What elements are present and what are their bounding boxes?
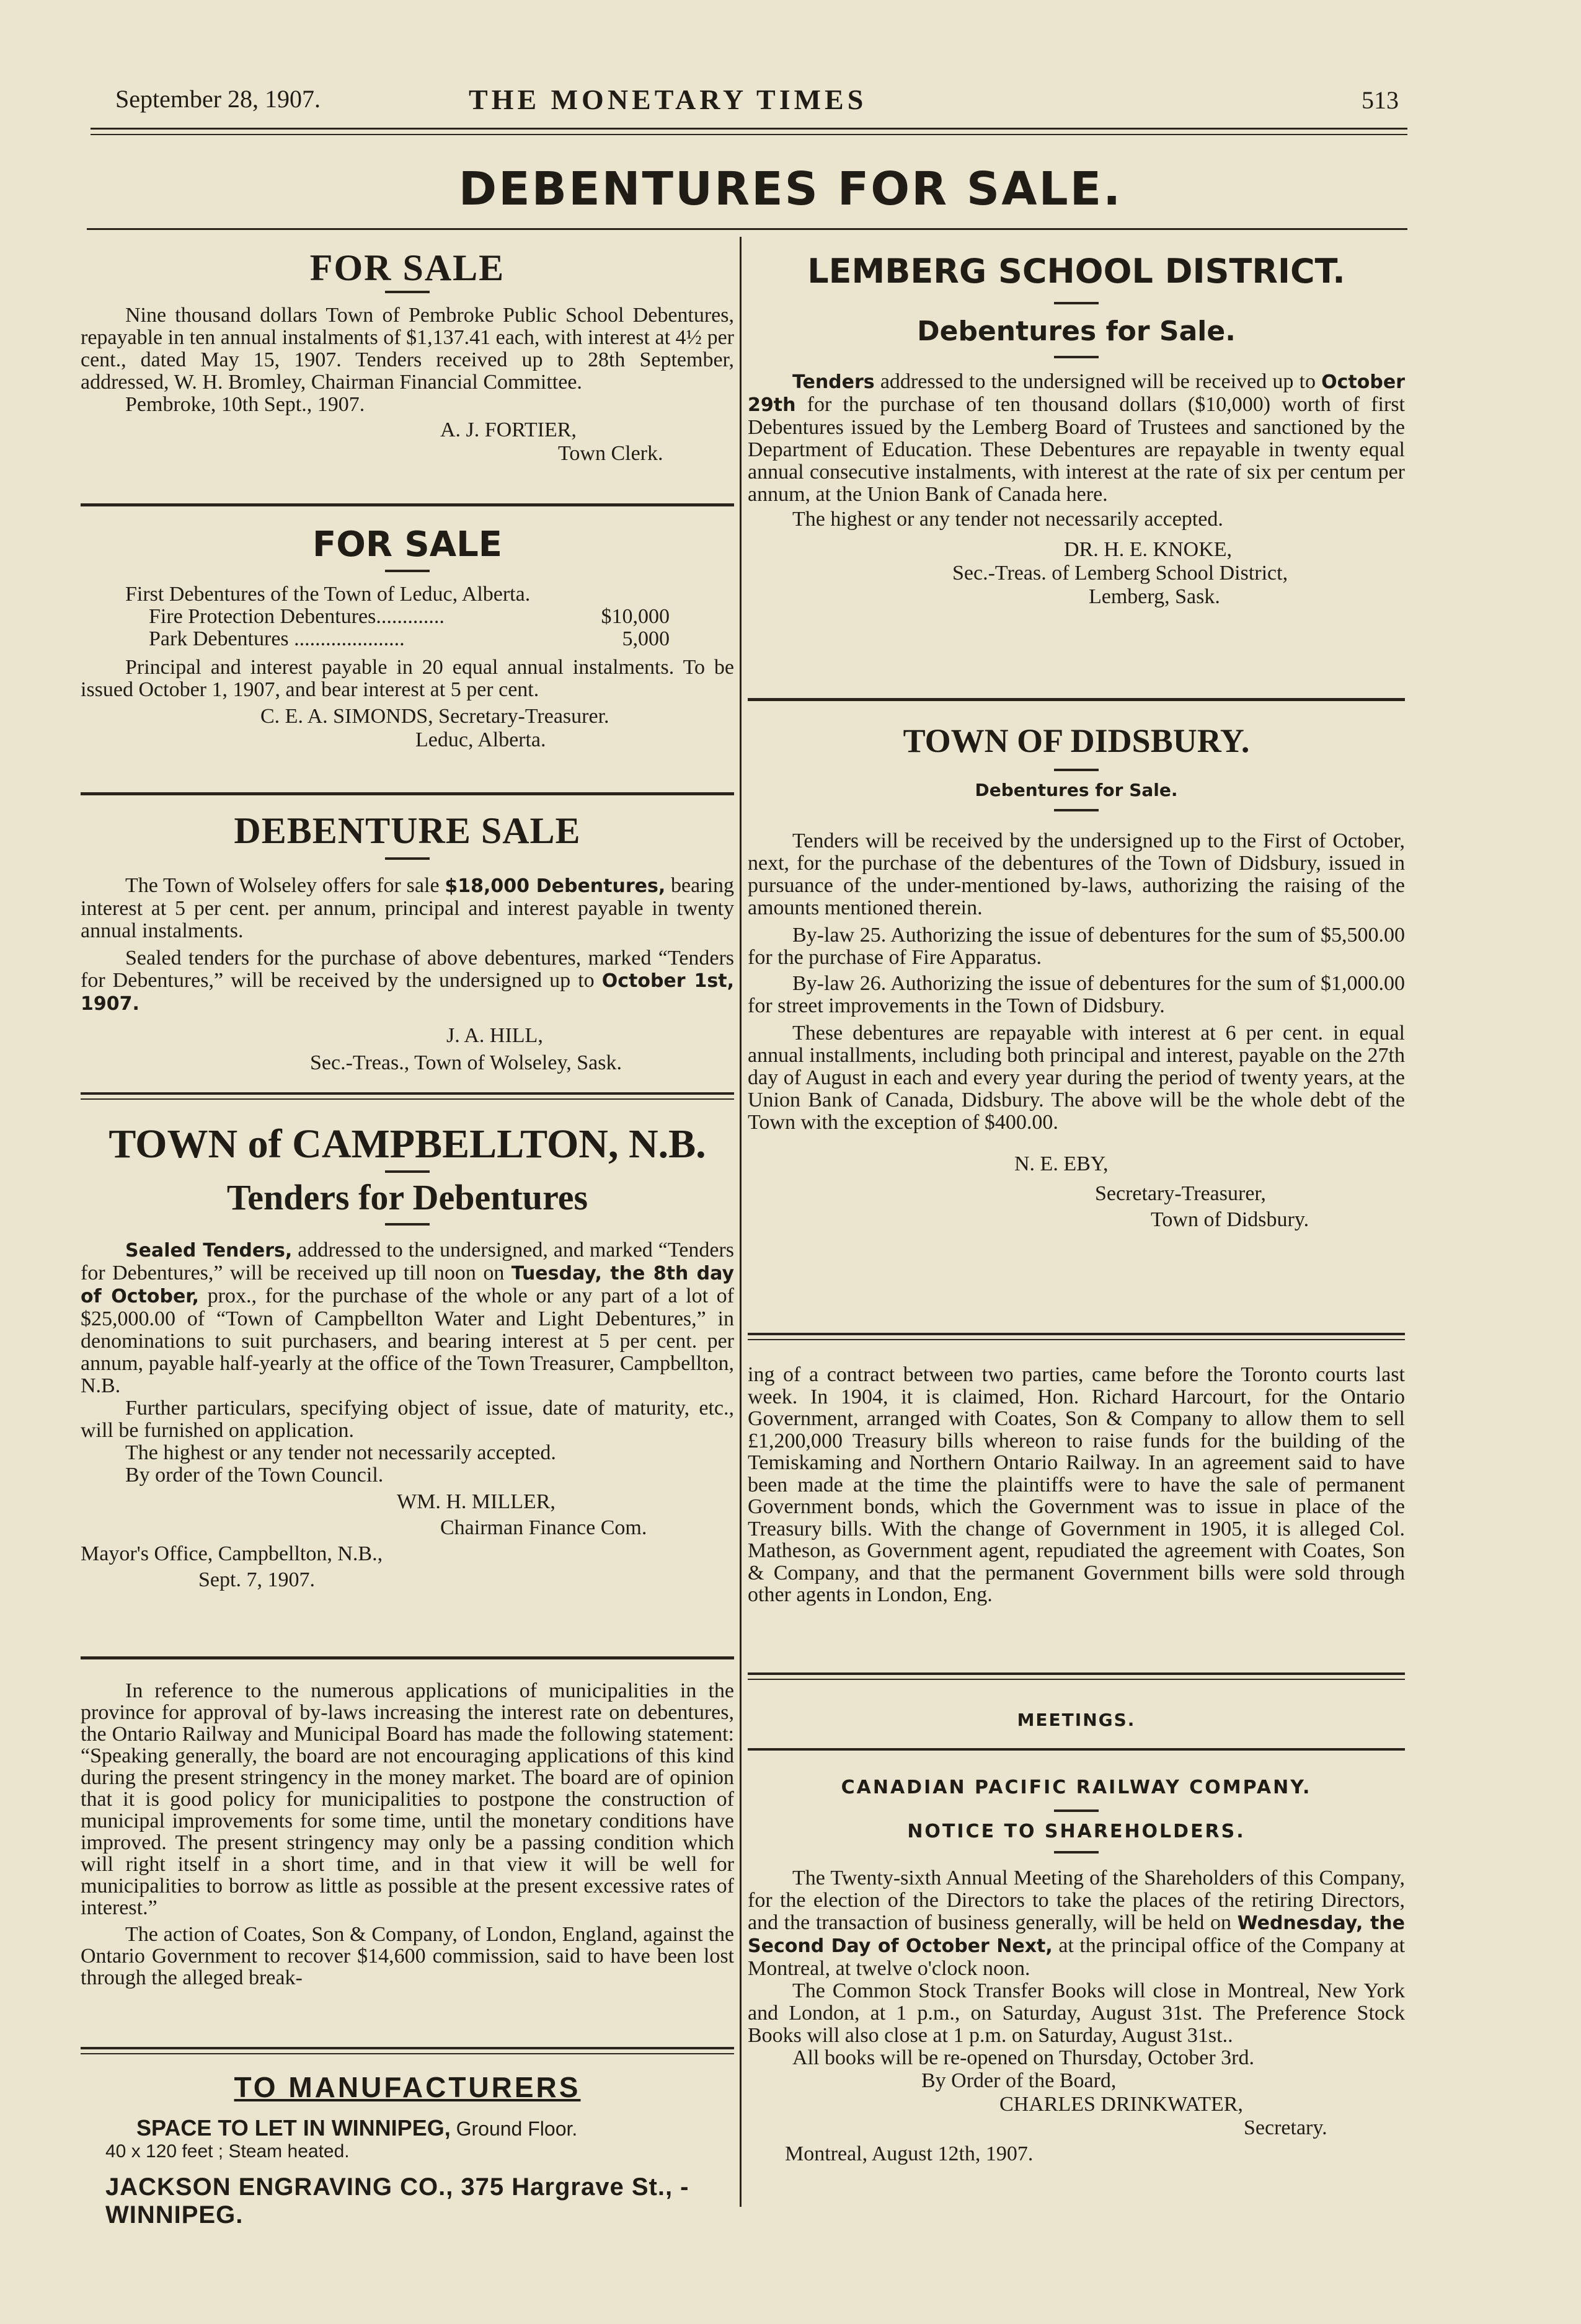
ad-signer: DR. H. E. KNOKE, [1064,538,1233,561]
ad-subheading: Debentures for Sale. [975,780,1178,800]
ad-paragraph: By-law 26. Authorizing the issue of debentures for the sum of $1,000.00 for street improvements in the Town of Didsbury. [748,972,1405,1017]
heading-dash [385,1170,430,1173]
heading-dash [385,291,430,293]
ad-signer: N. E. EBY, [1014,1152,1109,1175]
text: Ground Floor. [450,2118,578,2140]
ad-paragraph [81,1239,734,1397]
ad-paragraph: By-law 25. Authorizing the issue of debentures for the sum of $5,500.00 for the purchase of Fire Apparatus. [748,924,1405,969]
ad-place: Lemberg, Sask. [1089,585,1220,608]
ad-paragraph [748,371,1405,506]
ad-paragraph [81,875,734,942]
leduc-item-park [149,628,670,650]
ad-heading: LEMBERG SCHOOL DISTRICT. [807,252,1345,291]
section-heading: MEETINGS. [1017,1710,1136,1730]
item-label: Fire Protection Debentures............. [149,605,445,628]
article-paragraph: ing of a contract between two parties, came before the Toronto courts last week. In 1904, it is claimed, Hon. Richard Harcourt, for the Ontario Government, arranged with Coates, Son & Company to allow them to sell £1,200,000 Treasury bills whereon to raise funds for the building of the Temiskaming and Northern Ontario Railway. In an agreement said to have been made at the time the plaintiffs were to have the sale of permanent Government bonds, which the Government was to issue in place of the Treasury bills. With the change of Government in 1905, it is alleged Col. Matheson, as Government agent, repudiated the agreement with Coates, Son & Company, and that the permanent Government bills were sold through other agents in London, Eng. [748,1363,1405,1606]
notice-heading: NOTICE TO SHAREHOLDERS. [907,1821,1246,1842]
ad-paragraph: Further particulars, specifying object of issue, date of maturity, etc., will be furnished on application. [81,1397,734,1442]
heading-dash [1054,809,1099,811]
ad-heading: DEBENTURE SALE [234,810,581,851]
wolseley-ad [81,810,734,1075]
ad-paragraph: Tenders will be received by the undersigned up to the First of October, next, for the purchase of the debentures of the Town of Didsbury, issued in pursuance of the under-mentioned by-laws, authorizing the raising of the amounts mentioned therein. [748,829,1405,919]
campbellton-ad [81,1121,734,1592]
ad-place: Pembroke, 10th Sept., 1907. [125,393,365,416]
section-rule [748,1672,1405,1680]
ad-paragraph: The highest or any tender not necessarily accepted. [125,1441,556,1464]
ad-line [136,2115,734,2141]
section-rule [748,698,1405,701]
bold-text: October 1st, 1907. [81,970,735,1015]
title-rule [87,228,1407,230]
ad-paragraph: The highest or any tender not necessarily accepted. [792,508,1223,531]
notice-paragraph [748,1867,1405,1980]
ad-heading: TOWN OF DIDSBURY. [903,722,1250,759]
ad-paragraph [81,947,734,1015]
ad-signer: C. E. A. SIMONDS, Secretary-Treasurer. [260,705,609,728]
bold-text: Sealed Tenders, [125,1240,293,1261]
ad-paragraph: These debentures are repayable with interest at 6 per cent. in equal annual installments, including both principal and interest, payable on the 27th day of August in each and every year during the period of twenty years, at the Union Bank of Canada, Didsbury. The above will be the whole debt of the Town with the exception of $400.00. [748,1022,1405,1134]
article-paragraph: In reference to the numerous applications of municipalities in the province for approval of by-laws increasing the interest rate on debentures, the Ontario Railway and Municipal Board has made the following statement: “Speaking generally, the board are not encouraging applications of this kind during the present stringency in the money market. The board are of opinion that it is good policy for municipalities to postpone the construction of municipal improvements for some time, until the monetary conditions have improved. The present stringency may only be a passing condition which will right itself in a short time, and in that view it will be well for municipalities to borrow as little as possible at the present excessive rates of interest.” [81,1679,734,1919]
header-rule-top [91,128,1407,130]
leduc-ad [81,524,734,752]
company-heading: CANADIAN PACIFIC RAILWAY COMPANY. [841,1777,1312,1798]
heading-dash [1054,1809,1099,1812]
section-rule [748,1333,1405,1340]
ad-signer-title: Sec.-Treas. of Lemberg School District, [952,562,1288,585]
page-title: DEBENTURES FOR SALE. [458,162,1123,216]
notice-order: By Order of the Board, [921,2069,1117,2092]
page-number: 513 [1362,86,1399,114]
section-rule [81,503,734,506]
running-head [115,79,1399,123]
ad-subheading: Debentures for Sale. [917,316,1236,347]
text: The Town of Wolseley offers for sale [125,874,445,897]
article-body [81,1680,734,1989]
heading-dash [385,1223,430,1226]
ad-signer-title: Sec.-Treas., Town of Wolseley, Sask. [310,1051,622,1074]
didsbury-ad [748,722,1405,1232]
publication-title: THE MONETARY TIMES [469,84,867,115]
item-label: Park Debentures ..................... [149,627,405,650]
ad-signer: J. A. HILL, [446,1024,543,1047]
column-divider [740,237,742,2207]
heading-dash [1054,1851,1099,1853]
ad-line: First Debentures of the Town of Leduc, Alberta. [125,583,531,606]
ad-body: Principal and interest payable in 20 equal annual instalments. To be issued October 1, 1907, and bear interest at 5 per cent. [81,656,734,701]
ad-subheading: Tenders for Debentures [226,1177,588,1217]
text: bearing interest at 5 per cent. per annum, principal and interest payable in twenty annual instalments. [81,874,734,942]
ad-heading: TOWN of CAMPBELLTON, N.B. [108,1121,706,1167]
ad-heading: FOR SALE [312,524,503,565]
bold-text: Tuesday, the 8th day of October, [81,1263,735,1307]
notice-paragraph: The Common Stock Transfer Books will close in Montreal, New York and London, at 1 p.m., on Saturday, August 31st. The Preference Stock Books will also close at 1 p.m. on Saturday, August 31st.. [748,1979,1405,2047]
bold-text: $18,000 Debentures, [445,875,666,897]
bold-text: SPACE TO LET IN WINNIPEG, [136,2115,451,2141]
ad-body: Nine thousand dollars Town of Pembroke Public School Debentures, repayable in ten annual instalments of $1,137.41 each, with interest at 4½ per cent., dated May 15, 1907. Tenders received up to 28th September, addressed, W. H. Bromley, Chairman Financial Committee. [81,304,734,394]
lemberg-ad [748,252,1405,609]
meetings-section [748,1710,1405,1730]
heading-dash [1054,302,1099,304]
article-paragraph: The action of Coates, Son & Company, of London, England, against the Ontario Government to recover $14,600 commission, said to have been lost through the alleged break- [81,1923,734,1989]
heading-dash [385,570,430,572]
ad-place: Town of Didsbury. [1151,1208,1309,1231]
text: for the purchase of ten thousand dollars ($10,000) worth of first Debentures issued by the Lemberg Board of Trustees and sanctioned by the Department of Education. These Debentures are repayable in twenty equal annual consecutive instalments, with interest at the rate of six per centum per annum, at the Union Bank of Canada here. [748,393,1405,506]
left-column [81,236,735,2229]
ad-line: 40 x 120 feet ; Steam heated. [105,2141,350,2162]
section-rule [748,1748,1405,1751]
ad-signer: WM. H. MILLER, [397,1490,556,1513]
manufacturers-ad [81,2070,734,2229]
bold-text: Tenders [792,371,875,393]
leduc-item-fire [149,606,670,628]
ad-signer: A. J. FORTIER, [440,418,577,441]
text: prox., for the purchase of the whole or any part of a lot of $25,000.00 of “Town of Campbellton Water and Light Debentures,” in denominations to suit purchasers, and bearing interest at 5 per cent. per annum, payable half-yearly at the office of the Town Treasurer, Campbellton, N.B. [81,1284,734,1397]
ad-place: Mayor's Office, Campbellton, N.B., [81,1542,383,1565]
heading-dash [1054,356,1099,358]
heading-dash [1054,769,1099,771]
ad-signer-title: Secretary-Treasurer, [1095,1182,1266,1205]
ad-line: JACKSON ENGRAVING CO., 375 Hargrave St., - WINNIPEG. [105,2173,689,2229]
text: addressed to the undersigned, and marked “Tenders for Debentures,” will be received up till noon on [81,1239,734,1284]
ad-place: Leduc, Alberta. [415,728,546,751]
section-rule [81,2047,734,2054]
bold-text: Wednesday, the Second Day of October Next, [748,1912,1405,1957]
text: addressed to the undersigned will be received up to [874,370,1322,393]
ad-heading: FOR SALE [309,247,505,288]
right-column [748,236,1405,2207]
ad-signer-title: Town Clerk. [558,442,663,465]
text: Sealed tenders for the purchase of above debentures, marked “Tenders for Debentures,” will be received by the undersigned up to [81,947,734,992]
pembroke-ad [81,247,734,466]
ad-paragraph: By order of the Town Council. [125,1464,384,1487]
cpr-notice [748,1777,1405,2166]
header-rule-bottom [91,134,1407,135]
notice-place: Montreal, August 12th, 1907. [785,2142,1034,2165]
item-value: $10,000 [601,605,670,628]
section-rule [81,792,734,795]
issue-date: September 28, 1907. [115,85,321,113]
section-rule [81,1092,734,1100]
bold-text: October 29th [748,371,1405,416]
item-value: 5,000 [622,627,670,650]
notice-paragraph: All books will be re-opened on Thursday, October 3rd. [792,2046,1254,2069]
article-continuation [748,1364,1405,1606]
heading-dash [385,857,430,860]
section-rule [81,1656,734,1659]
text: The Twenty-sixth Annual Meeting of the Shareholders of this Company, for the election of the Directors to take the places of the retiring Directors, and the transaction of business generally, will be held on [748,1867,1405,1934]
notice-signer-title: Secretary. [1244,2116,1327,2139]
notice-signer: CHARLES DRINKWATER, [999,2093,1243,2116]
ad-signer-title: Chairman Finance Com. [440,1516,647,1539]
ad-heading: TO MANUFACTURERS [234,2071,581,2103]
text: at the principal office of the Company at Montreal, at twelve o'clock noon. [748,1934,1406,1980]
ad-date: Sept. 7, 1907. [198,1568,315,1591]
